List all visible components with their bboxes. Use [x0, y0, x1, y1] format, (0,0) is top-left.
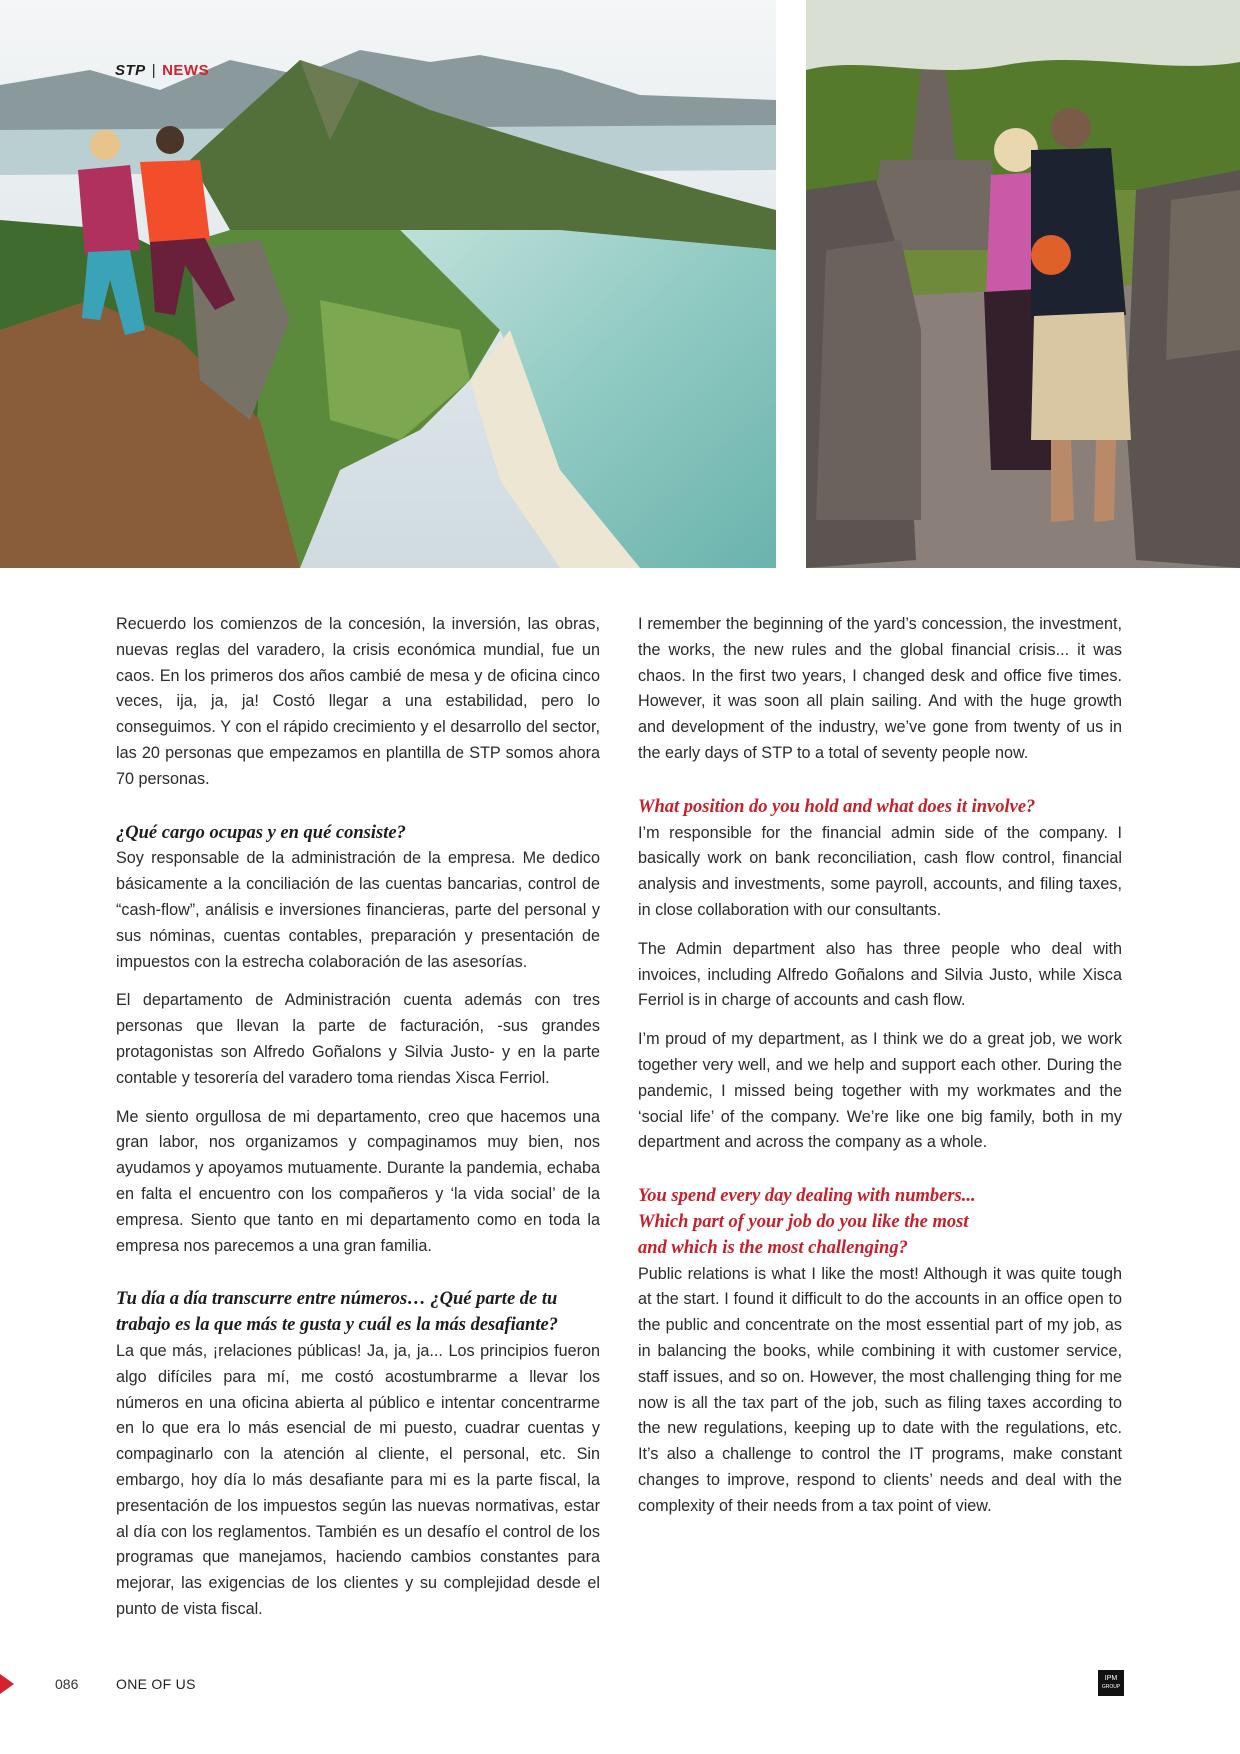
answer-paragraph: The Admin department also has three people who deal with invoices, including Alfredo Goñalons and Silvia Justo, while Xisca Ferriol is in charge of accounts and cash flow.: [638, 939, 1122, 1010]
question-heading: Tu día a día transcurre entre números… ¿Qué parte de tu trabajo es la que más te gusta y cuál es la más desafiante?: [116, 1289, 558, 1336]
answer-paragraph: La que más, ¡relaciones públicas! Ja, ja, ja... Los principios fueron algo difíciles para mí, me costó acostumbrarme a llevar los números en una oficina abierta al público e intentar concentrarme en lo que era lo más esencial de mi puesto, cuadrar cuentas y compaginarlo con la atención al cliente, el personal, etc. Sin embargo, hoy día lo más desafiante para mi es la parte fiscal, la presentación de los impuestos según las nuevas normativas, estar al día con los reglamentos. También es un desafío el control de los programas que manejamos, haciendo cambios constantes para mejorar, las exigencias de los clientes y su complejidad desde el punto de vista fiscal.: [116, 1341, 600, 1618]
answer-paragraph: I’m responsible for the financial admin side of the company. I basically work on bank reconciliation, cash flow control, financial analysis and investments, some payroll, accounts, and filing taxes, in close collaboration with our consultants.: [638, 823, 1122, 919]
answer-paragraph: Me siento orgullosa de mi departamento, creo que hacemos una gran labor, nos organizamos y compaginamos muy bien, nos ayudamos y apoyamos mutuamente. Durante la pandemia, echaba en falta el encuentro con los compañeros y ‘la vida social’ de la empresa. Siento que tanto en mi departamento como en toda la empresa nos parecemos a una gran familia.: [116, 1107, 600, 1255]
temple-photo: [806, 0, 1240, 568]
question-heading: [638, 1184, 1122, 1261]
answer-paragraph: Public relations is what I like the most! Although it was quite tough at the start. I found it difficult to do the accounts in an office open to the public and concentrate on the most essential part of my job, as in balancing the books, while combining it with customer service, staff issues, and so on. However, the most challenging thing for me now is all the tax part of the job, such as filing taxes according to the new regulations, keeping up to date with the regulations, etc. It’s also a challenge to control the IT programs, make constant changes to improve, respond to clients’ needs and deal with the complexity of their needs from a tax point of view.: [638, 1264, 1122, 1515]
question-heading: ¿Qué cargo ocupas y en qué consiste?: [116, 822, 406, 843]
answer-paragraph: El departamento de Administración cuenta además con tres personas que llevan la parte de facturación, -sus grandes protagonistas son Alfredo Goñalons y Silvia Justo- y en la parte contable y tesorería del varadero toma riendas Xisca Ferriol.: [116, 991, 600, 1087]
page-footer: [0, 1670, 1240, 1700]
section-header: [115, 62, 209, 79]
footer-section-title: ONE OF US: [116, 1676, 196, 1692]
question-line: Which part of your job do you like the most: [638, 1211, 969, 1232]
article-column-english: [638, 612, 1122, 1533]
landscape-photo: [0, 0, 776, 568]
header-separator: |: [151, 62, 157, 79]
page-marker-icon: [0, 1674, 14, 1694]
question-line: You spend every day dealing with numbers...: [638, 1186, 976, 1207]
page-number: 086: [55, 1676, 79, 1692]
stp-logo: STP: [115, 62, 146, 79]
question-heading: What position do you hold and what does it involve?: [638, 796, 1036, 817]
ipm-group-logo: IPM GROUP: [1098, 1670, 1124, 1696]
intro-paragraph: I remember the beginning of the yard’s concession, the investment, the works, the new rules and the global financial crisis... it was chaos. In the first two years, I changed desk and office five times. However, it was soon all plain sailing. And with the huge growth and development of the industry, we’ve gone from twenty of us in the early days of STP to a total of seventy people now.: [638, 615, 1122, 762]
answer-paragraph: Soy responsable de la administración de la empresa. Me dedico básicamente a la conciliación de las cuentas bancarias, control de “cash-flow”, análisis e inversiones financieras, parte del personal y sus nóminas, cuentas contables, preparación y presentación de impuestos con la estrecha colaboración de las asesorías.: [116, 849, 600, 971]
article-column-spanish: [116, 612, 600, 1636]
intro-paragraph: Recuerdo los comienzos de la concesión, la inversión, las obras, nuevas reglas del varadero, la crisis económica mundial, fue un caos. En los primeros dos años cambié de mesa y de oficina cinco veces, ija, ja, ja! Costó llegar a una estabilidad, pero lo conseguimos. Y con el rápido crecimiento y el desarrollo del sector, las 20 personas que empezamos en plantilla de STP somos ahora 70 personas.: [116, 615, 600, 788]
section-label: NEWS: [162, 62, 210, 79]
answer-paragraph: I’m proud of my department, as I think we do a great job, we work together very well, and we help and support each other. During the pandemic, I missed being together with my workmates and the ‘social life’ of the company. We’re like one big family, both in my department and across the company as a whole.: [638, 1030, 1122, 1152]
question-line: and which is the most challenging?: [638, 1237, 908, 1258]
